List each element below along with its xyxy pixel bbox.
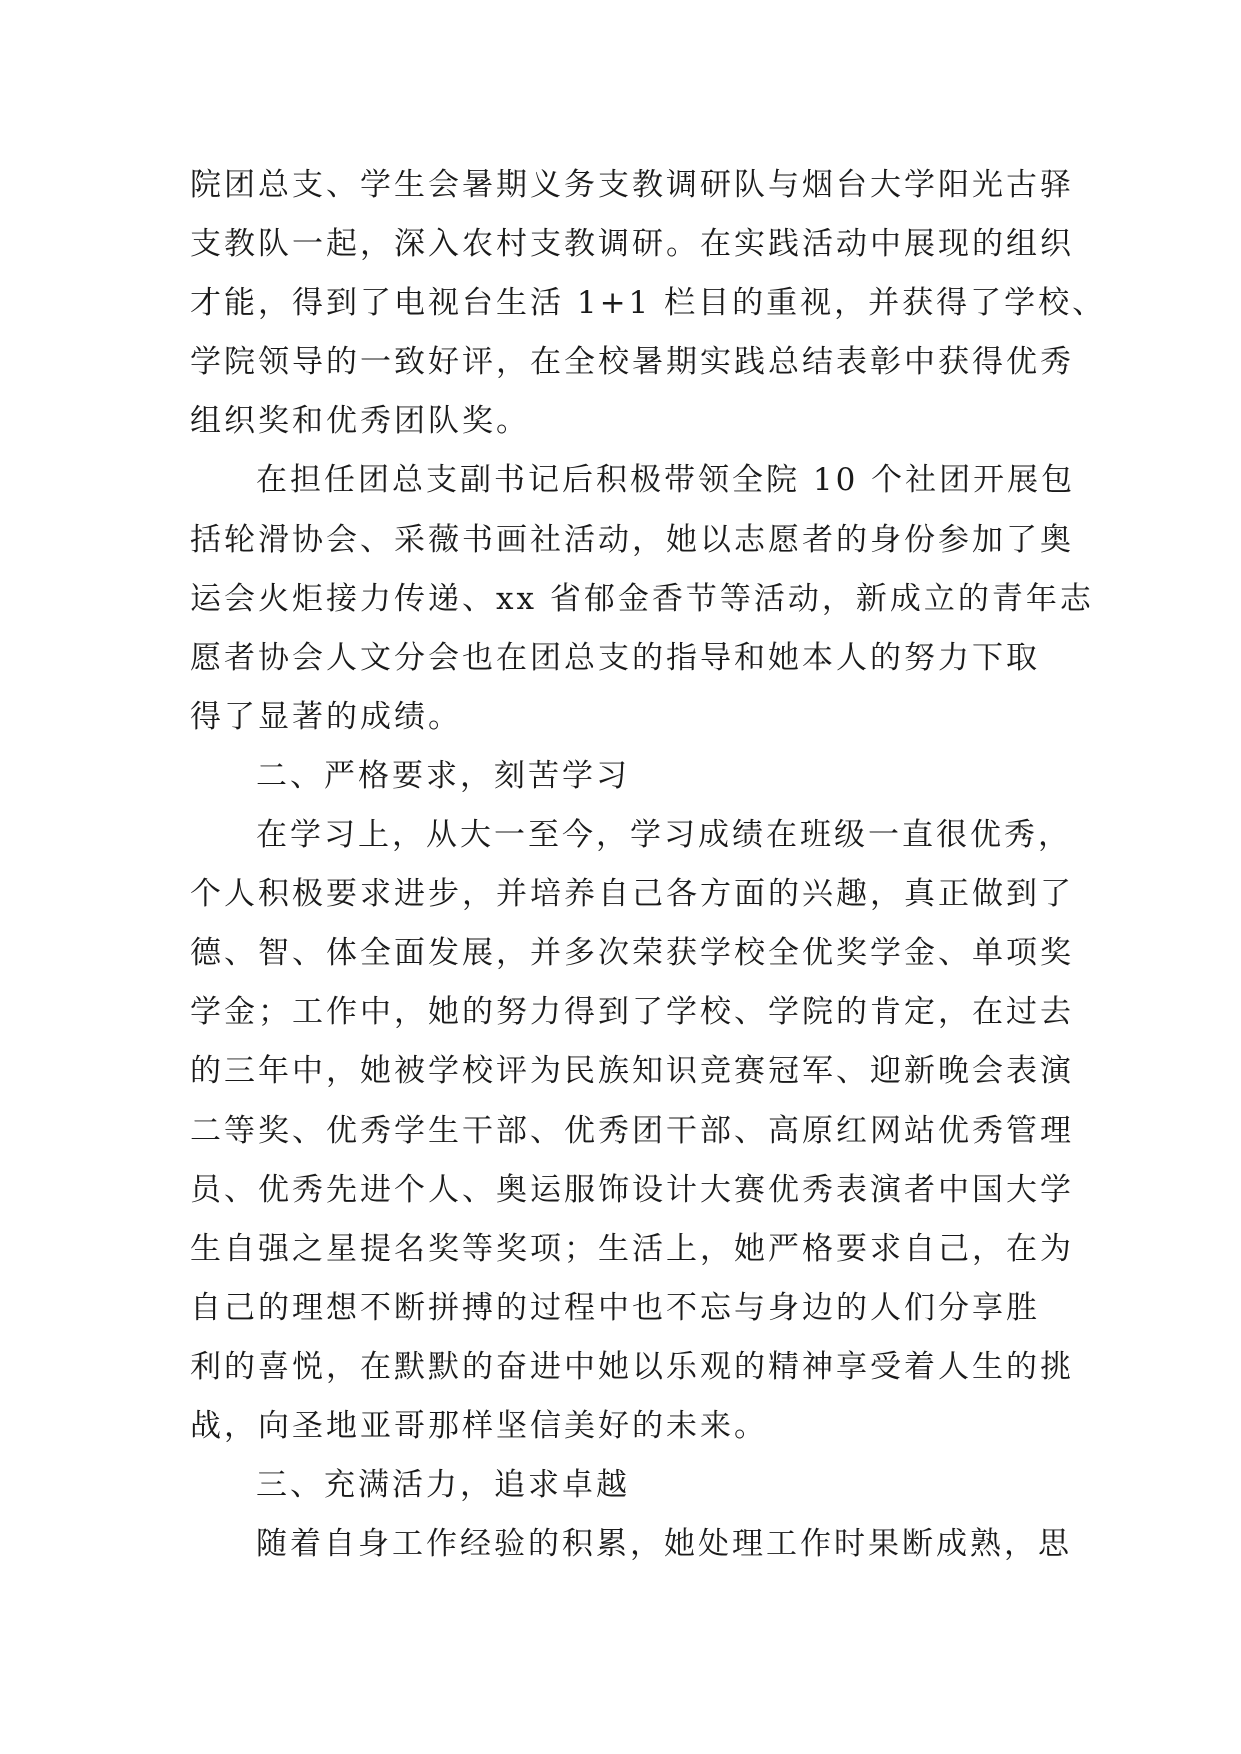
- text-line: 德、智、体全面发展，并多次荣获学校全优奖学金、单项奖: [190, 935, 1074, 972]
- text-line: 括轮滑协会、采薇书画社活动，她以志愿者的身份参加了奥: [190, 521, 1074, 558]
- text-line: 战，向圣地亚哥那样坚信美好的未来。: [190, 1407, 768, 1444]
- text-line: 利的喜悦，在默默的奋进中她以乐观的精神享受着人生的挑: [190, 1348, 1074, 1385]
- text-line: 三、充满活力，追求卓越: [256, 1467, 630, 1504]
- text-line: 在学习上，从大一至今，学习成绩在班级一直很优秀，: [256, 817, 1072, 854]
- text-line: 自己的理想不断拼搏的过程中也不忘与身边的人们分享胜: [190, 1289, 1040, 1326]
- text-line: 院团总支、学生会暑期义务支教调研队与烟台大学阳光古驿: [190, 167, 1074, 203]
- document-body: [190, 156, 1107, 1574]
- text-line: 运会火炬接力传递、xx 省郁金香节等活动，新成立的青年志: [190, 580, 1094, 617]
- text-line: 员、优秀先进个人、奥运服饰设计大赛优秀表演者中国大学: [190, 1171, 1074, 1208]
- text-line: 二、严格要求，刻苦学习: [256, 757, 630, 794]
- text-line: 的三年中，她被学校评为民族知识竞赛冠军、迎新晚会表演: [190, 1053, 1074, 1090]
- text-line: 随着自身工作经验的积累，她处理工作时果断成熟，思: [256, 1526, 1072, 1563]
- text-line: 二等奖、优秀学生干部、优秀团干部、高原红网站优秀管理: [190, 1112, 1074, 1149]
- text-line: 支教队一起，深入农村支教调研。在实践活动中展现的组织: [190, 226, 1074, 263]
- text-line: 愿者协会人文分会也在团总支的指导和她本人的努力下取: [190, 639, 1040, 676]
- text-line: 学院领导的一致好评，在全校暑期实践总结表彰中获得优秀: [190, 344, 1074, 381]
- text-line: 生自强之星提名奖等奖项；生活上，她严格要求自己，在为: [190, 1230, 1074, 1267]
- text-line: 组织奖和优秀团队奖。: [190, 403, 530, 440]
- text-line: 在担任团总支副书记后积极带领全院 10 个社团开展包: [256, 462, 1076, 499]
- text-line: 学金；工作中，她的努力得到了学校、学院的肯定，在过去: [190, 994, 1074, 1031]
- text-line: 才能，得到了电视台生活 1+1 栏目的重视，并获得了学校、: [190, 285, 1107, 322]
- text-line: 得了显著的成绩。: [190, 698, 462, 735]
- text-line: 个人积极要求进步，并培养自己各方面的兴趣，真正做到了: [190, 876, 1074, 913]
